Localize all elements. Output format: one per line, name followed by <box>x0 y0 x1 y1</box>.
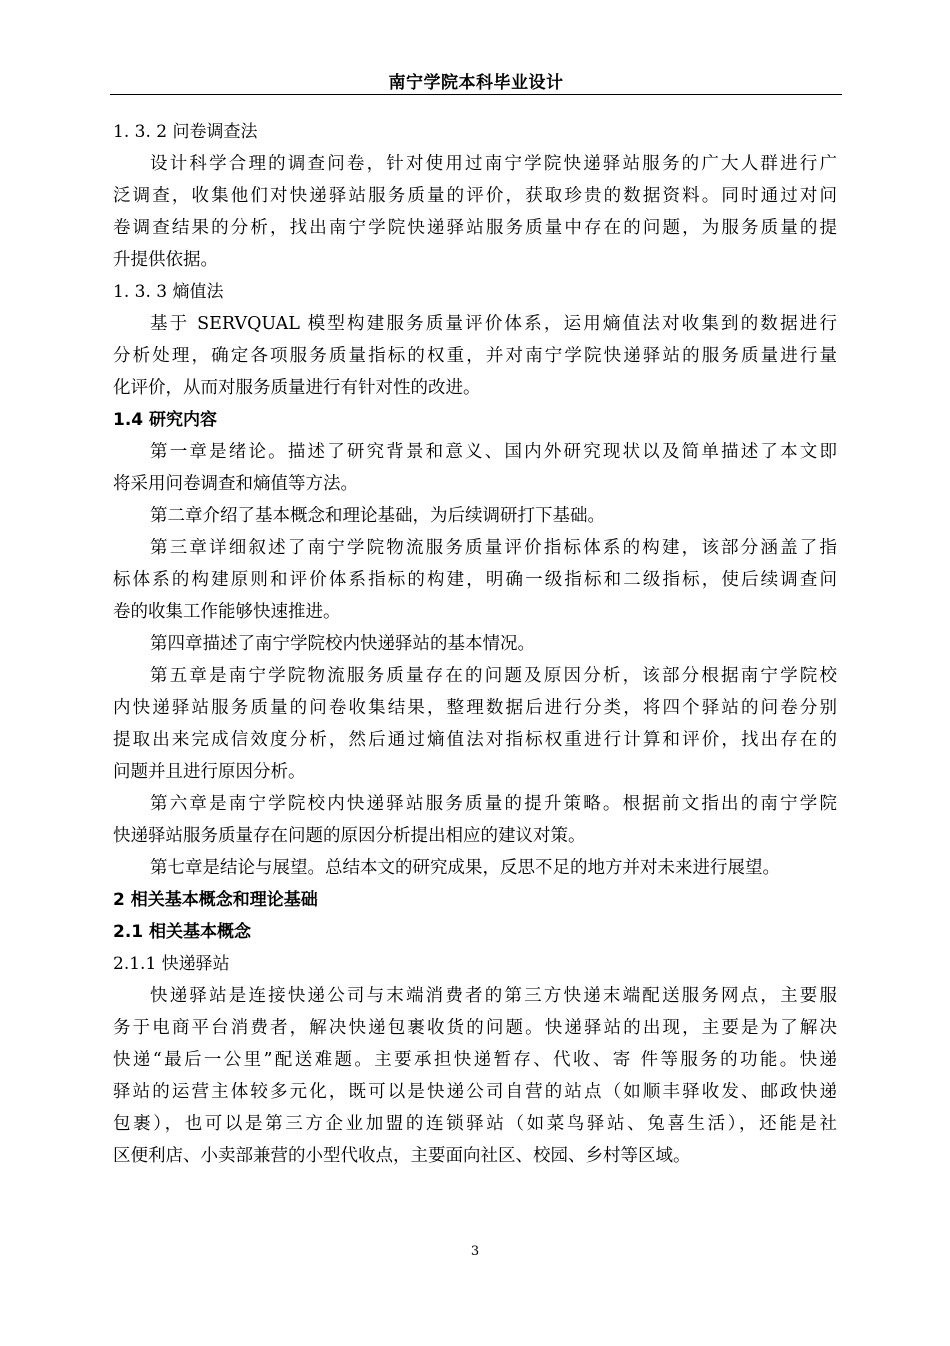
page-number: 3 <box>470 1244 480 1259</box>
paragraph-line: 化评价，从而对服务质量进行有针对性的改进。 <box>113 378 481 398</box>
paragraph-line: 快递“最后一公里”配送难题。主要承担快递暂存、代收、寄 件等服务的功能。快递 <box>113 1050 837 1070</box>
paragraph-line: 第二章介绍了基本概念和理论基础，为后续调研打下基础。 <box>150 506 605 526</box>
paragraph-line: 快递驿站服务质量存在问题的原因分析提出相应的建议对策。 <box>113 826 586 846</box>
heading-1-3-2: 1. 3. 2 问卷调查法 <box>113 122 258 142</box>
heading-1-4: 1.4 研究内容 <box>113 410 218 430</box>
heading-chapter-2: 2 相关基本概念和理论基础 <box>113 890 318 910</box>
paragraph-line: 驿站的运营主体较多元化，既可以是快递公司自营的站点（如顺丰驿收发、邮政快递 <box>113 1082 837 1102</box>
heading-2-1: 2.1 相关基本概念 <box>113 922 252 942</box>
header-rule <box>110 94 842 95</box>
paragraph-line: 卷的收集工作能够快速推进。 <box>113 602 341 622</box>
page-content <box>113 116 837 1172</box>
paragraph-line: 快递驿站是连接快递公司与末端消费者的第三方快递末端配送服务网点，主要服 <box>150 986 837 1006</box>
paragraph-line: 第四章描述了南宁学院校内快递驿站的基本情况。 <box>150 634 535 654</box>
paragraph-line: 标体系的构建原则和评价体系指标的构建，明确一级指标和二级指标，使后续调查问 <box>113 570 837 590</box>
paragraph-line: 设计科学合理的调查问卷，针对使用过南宁学院快递驿站服务的广大人群进行广 <box>150 154 837 174</box>
paragraph-line: 提取出来完成信效度分析，然后通过熵值法对指标权重进行计算和评价，找出存在的 <box>113 730 837 750</box>
paragraph-line: 第六章是南宁学院校内快递驿站服务质量的提升策略。根据前文指出的南宁学院 <box>150 794 837 814</box>
paragraph-line: 务于电商平台消费者，解决快递包裹收货的问题。快递驿站的出现，主要是为了解决 <box>113 1018 837 1038</box>
paragraph-line: 第三章详细叙述了南宁学院物流服务质量评价指标体系的构建，该部分涵盖了指 <box>150 538 837 558</box>
heading-1-3-3: 1. 3. 3 熵值法 <box>113 282 224 302</box>
paragraph-line: 升提供依据。 <box>113 250 218 270</box>
paragraph-line: 将采用问卷调查和熵值等方法。 <box>113 474 358 494</box>
paragraph-line: 第七章是结论与展望。总结本文的研究成果，反思不足的地方并对未来进行展望。 <box>150 858 780 878</box>
paragraph-line: 第五章是南宁学院物流服务质量存在的问题及原因分析，该部分根据南宁学院校 <box>150 666 837 686</box>
paragraph-line: 分析处理，确定各项服务质量指标的权重，并对南宁学院快递驿站的服务质量进行量 <box>113 346 837 366</box>
heading-2-1-1: 2.1.1 快递驿站 <box>113 954 230 974</box>
page-header-title: 南宁学院本科毕业设计 <box>388 73 564 93</box>
paragraph-line: 内快递驿站服务质量的问卷收集结果，整理数据后进行分类，将四个驿站的问卷分别 <box>113 698 837 718</box>
paragraph-line: 问题并且进行原因分析。 <box>113 762 306 782</box>
paragraph-line: 泛调查，收集他们对快递驿站服务质量的评价，获取珍贵的数据资料。同时通过对问 <box>113 186 837 206</box>
paragraph-line: 区便利店、小卖部兼营的小型代收点，主要面向社区、校园、乡村等区域。 <box>113 1146 691 1166</box>
paragraph-line: 卷调查结果的分析，找出南宁学院快递驿站服务质量中存在的问题，为服务质量的提 <box>113 218 837 238</box>
paragraph-line: 第一章是绪论。描述了研究背景和意义、国内外研究现状以及简单描述了本文即 <box>150 442 837 462</box>
paragraph-line: 包裹），也可以是第三方企业加盟的连锁驿站（如菜鸟驿站、兔喜生活），还能是社 <box>113 1114 837 1134</box>
paragraph-line: 基于 SERVQUAL 模型构建服务质量评价体系，运用熵值法对收集到的数据进行 <box>150 314 837 334</box>
